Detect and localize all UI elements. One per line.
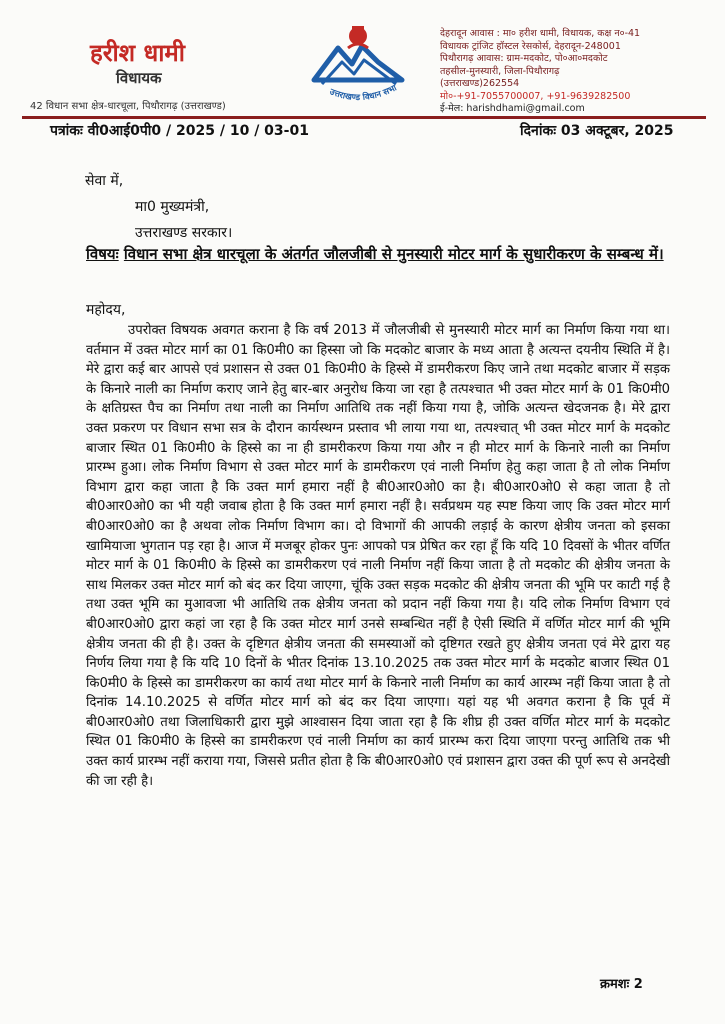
mla-name: हरीश धामी <box>90 39 185 67</box>
address-line: तहसील-मुनस्यारी, जिला-पिथौरागढ़ <box>440 65 560 77</box>
address-block <box>440 28 720 116</box>
email-line: ई-मेल: harishdhami@gmail.com <box>440 103 585 114</box>
subject-label: विषयः <box>86 245 119 263</box>
recipient-block <box>85 168 232 246</box>
recipient-line: उत्तराखण्ड सरकार। <box>135 225 233 241</box>
address-line: पिथौरागढ़ आवास: ग्राम-मदकोट, पो०आ०मदकोट <box>440 53 608 64</box>
recipient-line: मा0 मुख्यमंत्री, <box>135 199 210 215</box>
address-line: देहरादून आवास : मा० हरीश धामी, विधायक, कक्ष न०-41 <box>440 28 641 39</box>
subject-text: विधान सभा क्षेत्र धारचूला के अंतर्गत जौलजीबी से मुनस्यारी मोटर मार्ग के सुधारीकरण के सम्बन्ध में। <box>123 245 664 263</box>
phone-line: मो०-+91-7055700007, +91-9639282500 <box>440 90 631 102</box>
reference-number: पत्रांकः वी0आई0पी0 / 2025 / 10 / 03-01 <box>50 123 309 139</box>
recipient-line: सेवा में, <box>85 173 124 189</box>
uttarakhand-assembly-emblem <box>304 18 412 110</box>
letter-date: दिनांकः 03 अक्टूबर, 2025 <box>520 123 674 139</box>
mla-title: विधायक <box>116 69 162 87</box>
svg-text:उत्तराखण्ड विधान सभा <box>327 83 399 103</box>
letter-body <box>86 321 670 791</box>
address-line: (उत्तराखण्ड)262554 <box>440 78 520 89</box>
address-line: विधायक ट्रांजिट हॉस्टल रेसकोर्स, देहरादून-248001 <box>440 40 621 52</box>
constituency-line: 42 विधान सभा क्षेत्र-धारचूला, पिथौरागढ़ (उत्तराखण्ड) <box>30 101 226 112</box>
continued-marker: क्रमशः 2 <box>600 977 643 992</box>
subject-line <box>86 243 686 265</box>
salutation: महोदय, <box>86 302 126 318</box>
emblem-caption: उत्तराखण्ड विधान सभा <box>328 83 399 104</box>
header-divider <box>22 116 706 119</box>
body-paragraph: उपरोक्त विषयक अवगत कराना है कि वर्ष 2013 में जौलजीबी से मुनस्यारी मोटर मार्ग का निर्माण किया गया था। वर्तमान में उक्त मोटर मार्ग का 01 कि0मी0 का हिस्सा जो कि मदकोट बाजार के मध्य आता है अत्यन्त दयनीय स्थिति में है। मेरे द्वारा कई बार आपसे एवं प्रशासन से उक्त 01 कि0मी0 के हिस्से में डामरीकरण किए जाने तथा मदकोट बाजार में सड़क के किनारे नाली का निर्माण कराए जाने हेतु बार-बार अनुरोध किया जा रहा है तत्पश्चात भी उक्त मोटर मार्ग के 01 कि0मी0 के क्षतिग्रस्त पैच का निर्माण तथा नाली का निर्माण आतिथि तक नहीं किया गया है, जोकि अत्यन्त खेदजनक है। मेरे द्वारा उक्त प्रकरण पर विधान सभा सत्र के दौरान कार्यस्थग्न प्रस्ताव भी लाया गया था, तत्पश्चात् भी उक्त मोटर मार्ग के मदकोट बाजार स्थित 01 कि0मी0 के हिस्से का ना ही डामरीकरण किया गया और न ही मोटर मार्ग के किनारे नाली का निर्माण प्रारम्भ हुआ। लोक निर्माण विभाग से उक्त मोटर मार्ग के डामरीकरण एवं नाली निर्माण हेतु कहा जाता है तो लोक निर्माण विभाग द्वारा कहा जाता है कि उक्त मार्ग हमारा नहीं है बी0आर0ओ0 का है। बी0आर0ओ0 से कहा जाता है तो बी0आर0ओ0 का भी यही जवाब होता है कि उक्त मार्ग हमारा नहीं है। सर्वप्रथम यह स्पष्ट किया जाए कि उक्त मोटर मार्ग बी0आर0ओ0 का है अथवा लोक निर्माण विभाग का। दो विभागों की आपकी लड़ाई के कारण क्षेत्रीय जनता को इसका खामियाजा भुगतान पड़ रहा है। आज में मजबूर होकर पुनः आपको पत्र प्रेषित कर रहा हूँ कि यदि 10 दिवसों के भीतर वर्णित मोटर मार्ग के 01 कि0मी0 के हिस्से का डामरीकरण एवं नाली निर्माण नहीं किया जाता है तो मदकोट की क्षेत्रीय जनता के साथ मिलकर उक्त मोटर मार्ग को बंद कर दिया जाएगा, चूंकि उक्त सड़क मदकोट की क्षेत्रीय जनता की भूमि पर काटी गई है तथा उक्त भूमि का मुआवजा भी आतिथि तक क्षेत्रीय जनता को प्रदान नहीं किया गया है। यदि लोक निर्माण विभाग एवं बी0आर0ओ0 द्वारा कहां जा रहा है कि उक्त मोटर मार्ग उनसे सम्बन्धित नहीं है ऐसी स्थिति में वर्णित मोटर मार्ग की भूमि क्षेत्रीय जनता की ही है। उक्त के दृष्टिगत क्षेत्रीय जनता की समस्याओं को दृष्टिगत रखते हुए क्षेत्रीय जनता एवं मेरे द्वारा यह निर्णय लिया गया है कि यदि 10 दिनों के भीतर दिनांक 13.10.2025 तक उक्त मोटर मार्ग के मदकोट बाजार स्थित 01 कि0मी0 के हिस्से का डामरीकरण का कार्य तथा मोटर मार्ग के किनारे नाली निर्माण का कार्य आरम्भ नहीं किया जाता है तो दिनांक 14.10.2025 से वर्णित मोटर मार्ग को बंद कर दिया जाएगा। यहां यह भी अवगत कराना है कि पूर्व में बी0आर0ओ0 तथा जिलाधिकारी द्वारा मुझे आश्वासन दिया जाता रहा है कि शीघ्र ही उक्त वर्णित मोटर मार्ग के मदकोट स्थित 01 कि0मी0 के हिस्से का डामरीकरण एवं नाली निर्माण का कार्य प्रारम्भ करा दिया जाएगा परन्तु आतिथि तक भी उक्त कार्य प्रारम्भ नहीं कराया गया, जिससे प्रतीत होता है कि बी0आर0ओ0 एवं प्रशासन द्वारा उक्त की पूर्ण रूप से अनदेखी की जा रही है। <box>86 323 670 789</box>
